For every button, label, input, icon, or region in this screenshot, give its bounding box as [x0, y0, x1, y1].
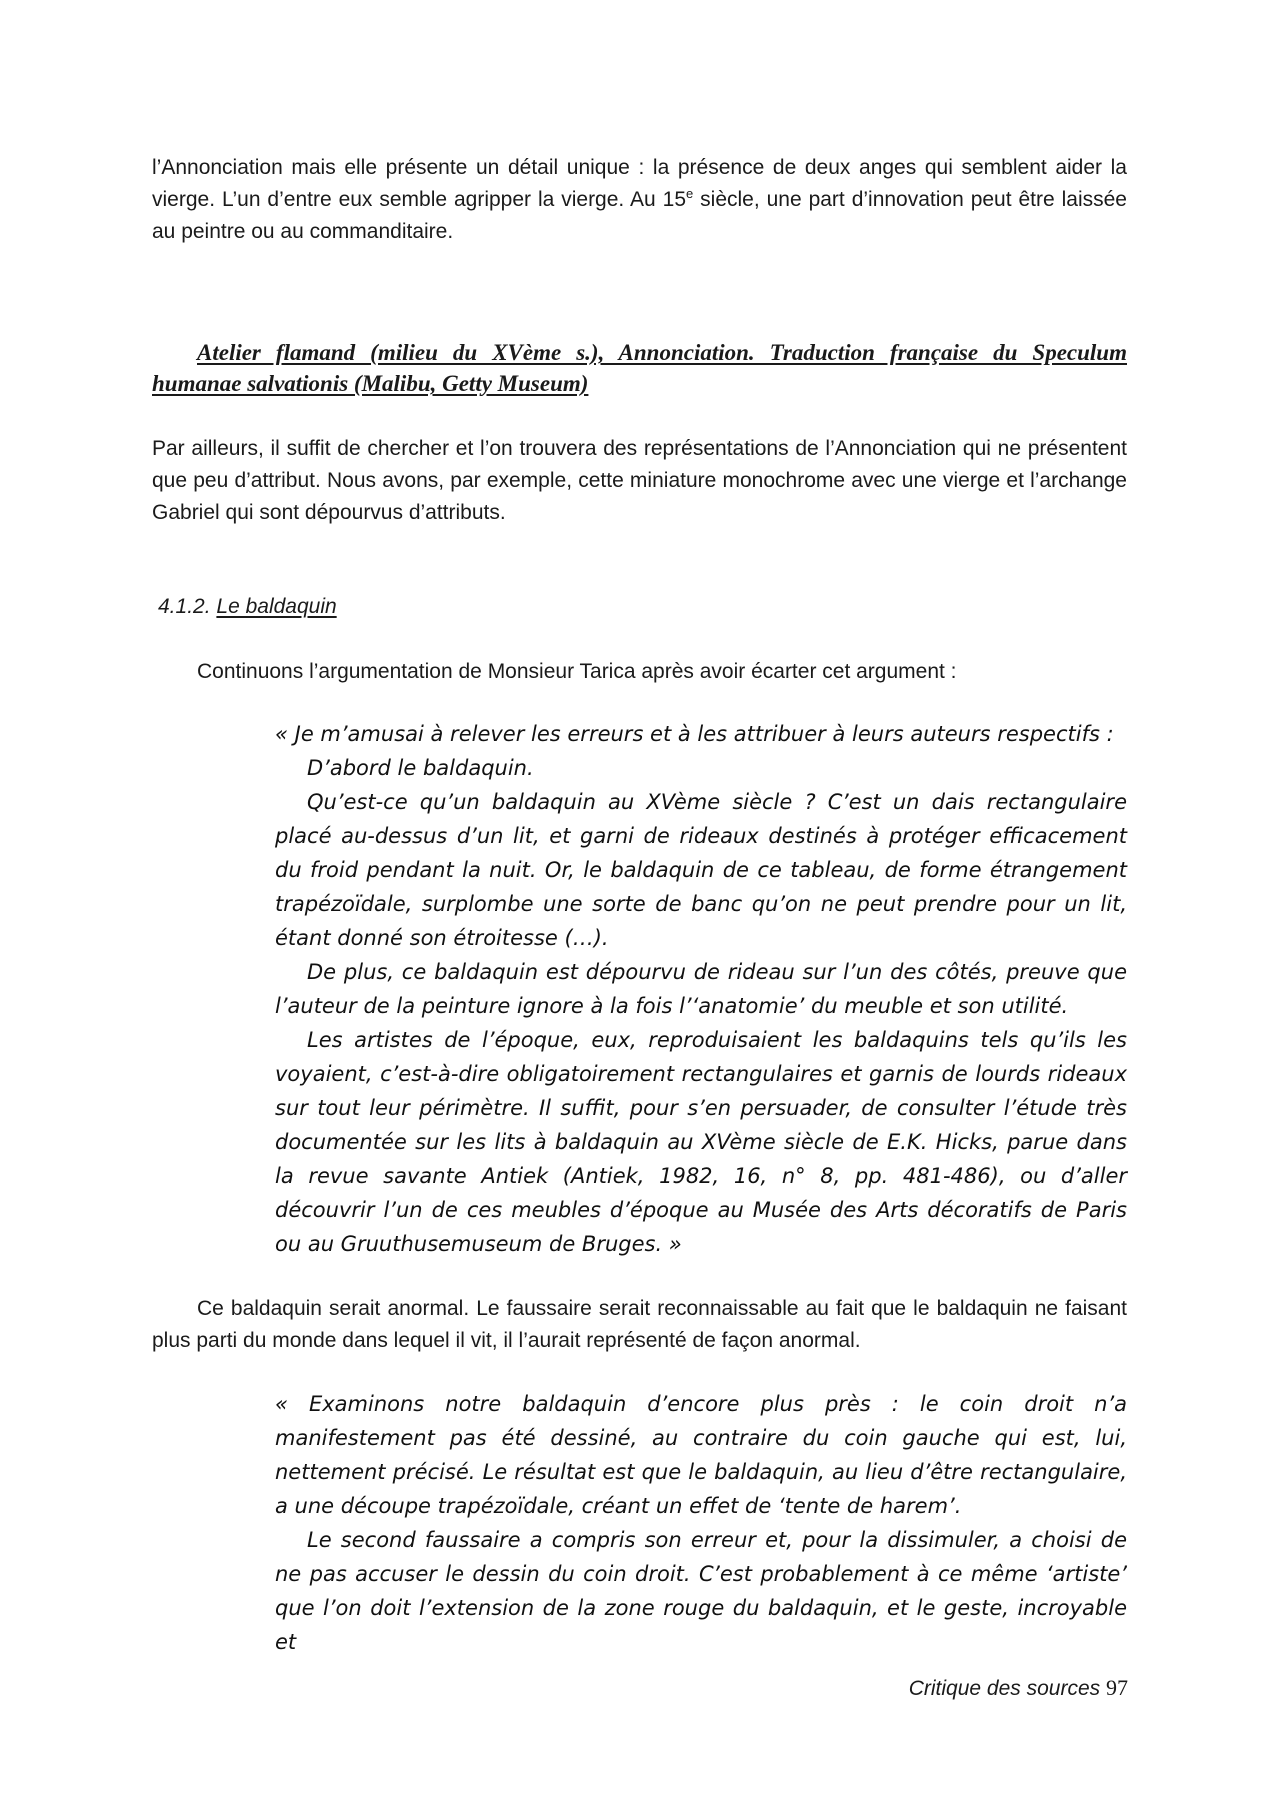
quote-line: D’abord le baldaquin. [307, 756, 534, 780]
quote-paragraph: « Examinons notre baldaquin d’encore plus près : le coin droit n’a manifestement pas été dessiné, au contraire du coin gauche qui est, lui, nettement précisé. Le résultat est que le baldaquin, au lieu d’être rectangulaire, a une découpe trapézoïdale, créant un effet de ‘tente de harem’. [275, 1392, 1127, 1518]
quote-paragraph: Qu’est-ce qu’un baldaquin au XVème siècle ? C’est un dais rectangulaire placé au-dessus d’un lit, et garni de rideaux destinés à protéger efficacement du froid pendant la nuit. Or, le baldaquin de ce tableau, de forme étrangement trapézoïdale, surplombe une sorte de banc qu’on ne peut prendre pour un lit, étant donné son étroitesse (…). [275, 790, 1127, 950]
anormal-paragraph: Ce baldaquin serait anormal. Le faussaire serait reconnaissable au fait que le baldaquin ne faisant plus parti du monde dans lequel il vit, il l’aurait représenté de façon anormal. [152, 1297, 1127, 1352]
page-footer [909, 1672, 1128, 1705]
quote-paragraph: Le second faussaire a compris son erreur et, pour la dissimuler, a choisi de ne pas accuser le dessin du coin droit. C’est probablement à ce même ‘artiste’ que l’on doit l’extension de la zone rouge du baldaquin, et le geste, incroyable et [275, 1528, 1127, 1654]
quote-paragraph: De plus, ce baldaquin est dépourvu de rideau sur l’un des côtés, preuve que l’auteur de la peinture ignore à la fois l’‘anatomie’ du meuble et son utilité. [275, 960, 1127, 1018]
quote-paragraph: Les artistes de l’époque, eux, reproduisaient les baldaquins tels qu’ils les voyaient, c’est-à-dire obligatoirement rectangulaires et garnis de lourds rideaux sur tout leur périmètre. Il suffit, pour s’en persuader, de consulter l’étude très documentée sur les lits à baldaquin au XVème siècle de E.K. Hicks, parue dans la revue savante Antiek (Antiek, 1982, 16, n° 8, pp. 481-486), ou d’aller découvrir l’un de ces meubles d’époque au Musée des Arts décoratifs de Paris ou au Gruuthusemuseum de Bruges. » [275, 1028, 1127, 1256]
intro-text-start: l’Annonciation mais elle présente un détail unique : la présence de deux anges qui semblent aider la vierge. L’un d’entre eux semble agripper la vierge. Au 15 [152, 156, 1127, 211]
attributes-paragraph: Par ailleurs, il suffit de chercher et l’on trouvera des représentations de l’Annonciation qui ne présentent que peu d’attribut. Nous avons, par exemple, cette miniature monochrome avec une vierge et l’archange Gabriel qui sont dépourvus d’attributs. [152, 437, 1127, 524]
section-heading [158, 591, 337, 623]
section-title: Le baldaquin [216, 595, 337, 618]
intro-text-end: siècle, une part d’innovation peut être laissée au peintre ou au commanditaire. [152, 188, 1127, 243]
continue-paragraph: Continuons l’argumentation de Monsieur Tarica après avoir écarter cet argument : [197, 660, 957, 683]
tarica-quote-2 [275, 1387, 1127, 1659]
century-superscript: e [686, 186, 694, 201]
tarica-quote-1 [275, 717, 1127, 1261]
quote-line: « Je m’amusai à relever les erreurs et à les attribuer à leurs auteurs respectifs : [275, 722, 1114, 746]
figure-caption: Atelier flamand (milieu du XVème s.), Annonciation. Traduction française du Speculum humanae salvationis (Malibu, Getty Museum) [152, 340, 1127, 396]
page-number: 97 [1106, 1675, 1128, 1700]
intro-paragraph [152, 152, 1127, 248]
section-number: 4.1.2. [158, 595, 211, 618]
footer-label: Critique des sources [908, 1677, 1101, 1700]
